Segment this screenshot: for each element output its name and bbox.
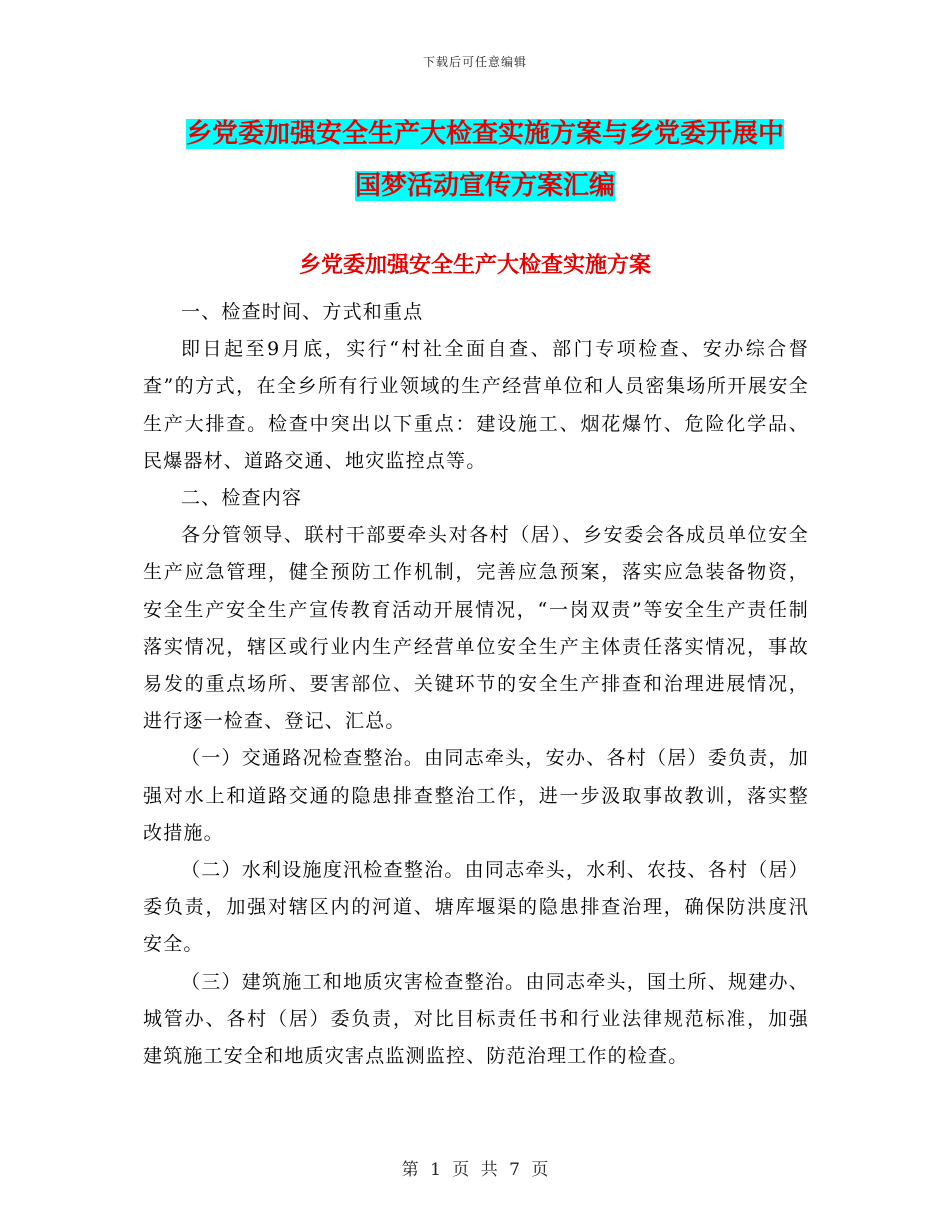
document-title-line-1: 乡党委加强安全生产大检查实施方案与乡党委开展中: [185, 119, 784, 149]
body-paragraph: （三）建筑施工和地质灾害检查整治。由同志牵头，国土所、规建办、城管办、各村（居）委负责，对比目标责任书和行业法律规范标准，加强建筑施工安全和地质灾害点监测监控、防范治理工作的检查。: [143, 970, 809, 1068]
body-paragraph: （二）水利设施度汛检查整治。由同志牵头，水利、农技、各村（居）委负责，加强对辖区内的河道、塘库堰渠的隐患排查治理，确保防洪度汛安全。: [143, 859, 809, 956]
body-paragraph: （一）交通路况检查整治。由同志牵头，安办、各村（居）委负责，加强对水上和道路交通的隐患排查整治工作，进一步汲取事故教训，落实整改措施。: [143, 747, 809, 844]
document-title-line-2: 国梦活动宣传方案汇编: [354, 171, 615, 201]
page-header-note: 下载后可任意编辑: [422, 55, 527, 69]
section-heading-1: 一、检查时间、方式和重点: [181, 301, 424, 323]
document-title: [140, 108, 830, 212]
document-body: [143, 294, 809, 1075]
page-number: 第 1 页 共 7 页: [401, 1160, 549, 1180]
section-heading-2: 二、检查内容: [181, 487, 303, 510]
section-title: 乡党委加强安全生产大检查实施方案: [298, 253, 651, 278]
body-paragraph: 即日起至9月底，实行“村社全面自查、部门专项检查、安办综合督查”的方式，在全乡所有行业领域的生产经营单位和人员密集场所开展安全生产大排查。检查中突出以下重点：建设施工、烟花爆竹、危险化学品、民爆器材、道路交通、地灾监控点等。: [143, 338, 809, 472]
body-paragraph: 各分管领导、联村干部要牵头对各村（居）、乡安委会各成员单位安全生产应急管理，健全预防工作机制，完善应急预案，落实应急装备物资，安全生产安全生产宣传教育活动开展情况，“一岗双责”等安全生产责任制落实情况，辖区或行业内生产经营单位安全生产主体责任落实情况，事故易发的重点场所、要害部位、关键环节的安全生产排查和治理进展情况，进行逐一检查、登记、汇总。: [143, 524, 809, 733]
